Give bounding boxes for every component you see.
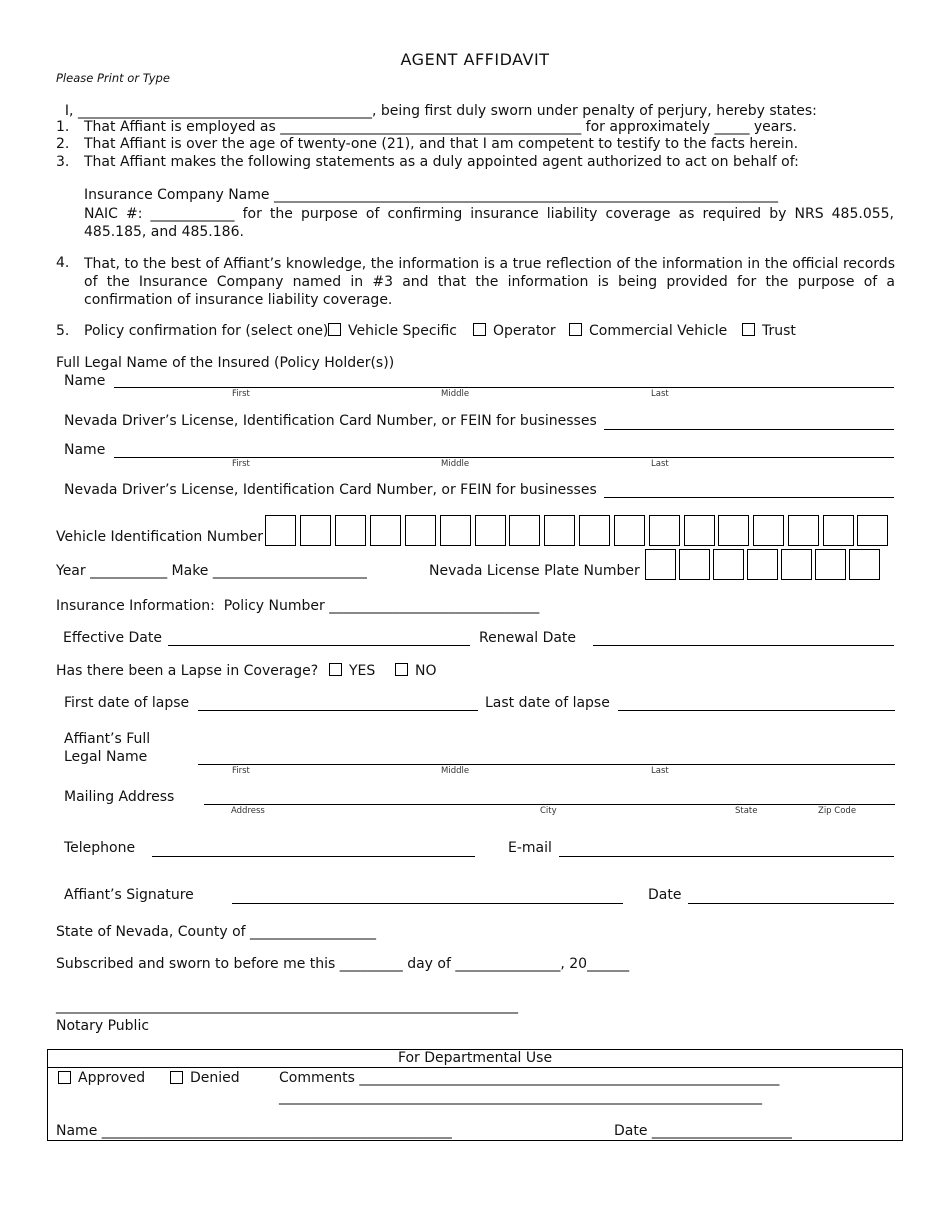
print-instruction: Please Print or Type bbox=[56, 71, 170, 85]
plate-label: Nevada License Plate Number bbox=[429, 563, 640, 579]
item-3: That Affiant makes the following statements as a duly appointed agent authorized to act on behalf of: bbox=[84, 154, 799, 170]
comments-line-2[interactable]: _____________________________________________________________________ bbox=[279, 1089, 762, 1105]
renewal-date-label: Renewal Date bbox=[479, 630, 577, 646]
vin-box[interactable] bbox=[753, 515, 784, 546]
item-2: That Affiant is over the age of twenty-one (21), and that I am competent to testify to the facts herein. bbox=[84, 136, 799, 152]
intro-prefix: I, bbox=[64, 103, 78, 119]
plate-box[interactable] bbox=[713, 549, 744, 580]
commercial-vehicle-label: Commercial Vehicle bbox=[589, 323, 728, 339]
signature-line[interactable] bbox=[232, 903, 623, 904]
insured-1-last-caption: Last bbox=[651, 389, 669, 399]
vin-box[interactable] bbox=[265, 515, 296, 546]
address-caption: Address bbox=[231, 806, 265, 816]
plate-box[interactable] bbox=[815, 549, 846, 580]
sworn-field[interactable]: Subscribed and sworn to before me this _________ day of _______________, 20______ bbox=[56, 956, 630, 972]
plate-box[interactable] bbox=[747, 549, 778, 580]
departmental-header: For Departmental Use bbox=[397, 1050, 553, 1066]
renewal-date-line[interactable] bbox=[593, 645, 894, 646]
item-4: That, to the best of Affiant’s knowledge, the information is a true reflection of the information in the official records of the Insurance Company named in #3 and that the information is being provided for the purpose of a confirmation of insurance liability coverage. bbox=[84, 256, 895, 308]
vin-box[interactable] bbox=[649, 515, 680, 546]
dept-name-field[interactable]: Name __________________________________________________ bbox=[56, 1123, 452, 1139]
zip-caption: Zip Code bbox=[818, 806, 857, 816]
vin-label: Vehicle Identification Number bbox=[56, 529, 263, 545]
lapse-yes-label: YES bbox=[349, 663, 376, 679]
insured-license-2-line[interactable] bbox=[604, 497, 894, 498]
affiant-name-label-2: Legal Name bbox=[64, 749, 148, 765]
effective-date-label: Effective Date bbox=[63, 630, 162, 646]
city-caption: City bbox=[540, 806, 557, 816]
signature-date-line[interactable] bbox=[688, 903, 894, 904]
insured-heading: Full Legal Name of the Insured (Policy Holder(s)) bbox=[56, 355, 395, 371]
vin-box[interactable] bbox=[857, 515, 888, 546]
vehicle-specific-checkbox[interactable] bbox=[328, 323, 341, 336]
year-make-fields[interactable]: Year ___________ Make ______________________ bbox=[56, 563, 367, 579]
vin-box[interactable] bbox=[614, 515, 645, 546]
vin-box[interactable] bbox=[684, 515, 715, 546]
item-number-4: 4. bbox=[56, 255, 70, 271]
vin-box[interactable] bbox=[823, 515, 854, 546]
state-caption: State bbox=[735, 806, 758, 816]
notary-public-label: Notary Public bbox=[56, 1018, 150, 1034]
intro-suffix: , being first duly sworn under penalty of perjury, hereby states: bbox=[371, 103, 817, 119]
insured-1-first-caption: First bbox=[232, 389, 250, 399]
plate-box[interactable] bbox=[645, 549, 676, 580]
approved-label: Approved bbox=[78, 1070, 146, 1086]
insured-2-first-caption: First bbox=[232, 459, 250, 469]
vin-box[interactable] bbox=[718, 515, 749, 546]
lapse-yes-checkbox[interactable] bbox=[329, 663, 342, 676]
insured-license-2-label: Nevada Driver’s License, Identification Card Number, or FEIN for businesses bbox=[64, 482, 597, 498]
plate-box[interactable] bbox=[781, 549, 812, 580]
denied-checkbox[interactable] bbox=[170, 1071, 183, 1084]
plate-box[interactable] bbox=[849, 549, 880, 580]
intro-line bbox=[56, 87, 817, 119]
mailing-address-line[interactable] bbox=[204, 804, 895, 805]
item-1[interactable]: That Affiant is employed as ___________________________________________ for approximately _____ years. bbox=[84, 119, 797, 135]
vin-box[interactable] bbox=[544, 515, 575, 546]
lapse-no-checkbox[interactable] bbox=[395, 663, 408, 676]
vin-box[interactable] bbox=[475, 515, 506, 546]
notary-signature-line[interactable]: __________________________________________________________________ bbox=[56, 998, 518, 1014]
affiant-last-caption: Last bbox=[651, 766, 669, 776]
insurance-company-field[interactable]: Insurance Company Name ________________________________________________________________________ bbox=[84, 187, 778, 203]
operator-label: Operator bbox=[493, 323, 556, 339]
policy-number-field[interactable]: Insurance Information: Policy Number ______________________________ bbox=[56, 598, 540, 614]
vin-box[interactable] bbox=[579, 515, 610, 546]
insured-license-1-label: Nevada Driver’s License, Identification Card Number, or FEIN for businesses bbox=[64, 413, 597, 429]
item-number-3: 3. bbox=[56, 154, 70, 170]
affiant-name-line[interactable] bbox=[198, 764, 895, 765]
naic-paragraph[interactable]: NAIC #: ____________ for the purpose of confirming insurance liability coverage as required by NRS 485.055, 485.185, and 485.186. bbox=[84, 206, 894, 240]
page-title: AGENT AFFIDAVIT bbox=[400, 50, 550, 69]
operator-checkbox[interactable] bbox=[473, 323, 486, 336]
affiant-middle-caption: Middle bbox=[441, 766, 470, 776]
item-number-2: 2. bbox=[56, 136, 70, 152]
affiant-name-label-1: Affiant’s Full bbox=[64, 731, 151, 747]
insured-name-1-label: Name bbox=[64, 373, 106, 389]
affiant-name-blank[interactable]: __________________________________________ bbox=[77, 103, 372, 119]
email-line[interactable] bbox=[559, 856, 894, 857]
mailing-address-label: Mailing Address bbox=[64, 789, 175, 805]
vin-box[interactable] bbox=[405, 515, 436, 546]
signature-date-label: Date bbox=[648, 887, 682, 903]
affiant-first-caption: First bbox=[232, 766, 250, 776]
departmental-header-divider bbox=[48, 1067, 902, 1068]
insured-license-1-line[interactable] bbox=[604, 429, 894, 430]
comments-field[interactable]: Comments ____________________________________________________________ bbox=[279, 1070, 780, 1086]
insured-name-2-line[interactable] bbox=[114, 457, 894, 458]
insured-1-middle-caption: Middle bbox=[441, 389, 470, 399]
last-lapse-line[interactable] bbox=[618, 710, 895, 711]
item-number-5: 5. bbox=[56, 323, 70, 339]
first-lapse-line[interactable] bbox=[198, 710, 478, 711]
lapse-question: Has there been a Lapse in Coverage? bbox=[56, 663, 319, 679]
vin-box[interactable] bbox=[335, 515, 366, 546]
last-lapse-label: Last date of lapse bbox=[485, 695, 610, 711]
plate-box[interactable] bbox=[679, 549, 710, 580]
policy-confirmation-label: Policy confirmation for (select one) bbox=[84, 323, 329, 339]
approved-checkbox[interactable] bbox=[58, 1071, 71, 1084]
vin-box[interactable] bbox=[509, 515, 540, 546]
insured-2-middle-caption: Middle bbox=[441, 459, 470, 469]
vin-box[interactable] bbox=[300, 515, 331, 546]
lapse-no-label: NO bbox=[415, 663, 437, 679]
denied-label: Denied bbox=[190, 1070, 240, 1086]
effective-date-line[interactable] bbox=[168, 645, 470, 646]
telephone-line[interactable] bbox=[152, 856, 475, 857]
vehicle-specific-label: Vehicle Specific bbox=[348, 323, 458, 339]
county-field[interactable]: State of Nevada, County of __________________ bbox=[56, 924, 377, 940]
vin-box[interactable] bbox=[370, 515, 401, 546]
email-label: E-mail bbox=[508, 840, 552, 856]
signature-label: Affiant’s Signature bbox=[64, 887, 194, 903]
trust-label: Trust bbox=[762, 323, 796, 339]
vin-box[interactable] bbox=[788, 515, 819, 546]
first-lapse-label: First date of lapse bbox=[64, 695, 190, 711]
insured-name-1-line[interactable] bbox=[114, 387, 894, 388]
item-number-1: 1. bbox=[56, 119, 70, 135]
vin-box[interactable] bbox=[440, 515, 471, 546]
dept-date-field[interactable]: Date ____________________ bbox=[614, 1123, 792, 1139]
insured-name-2-label: Name bbox=[64, 442, 106, 458]
telephone-label: Telephone bbox=[64, 840, 136, 856]
trust-checkbox[interactable] bbox=[742, 323, 755, 336]
commercial-vehicle-checkbox[interactable] bbox=[569, 323, 582, 336]
insured-2-last-caption: Last bbox=[651, 459, 669, 469]
